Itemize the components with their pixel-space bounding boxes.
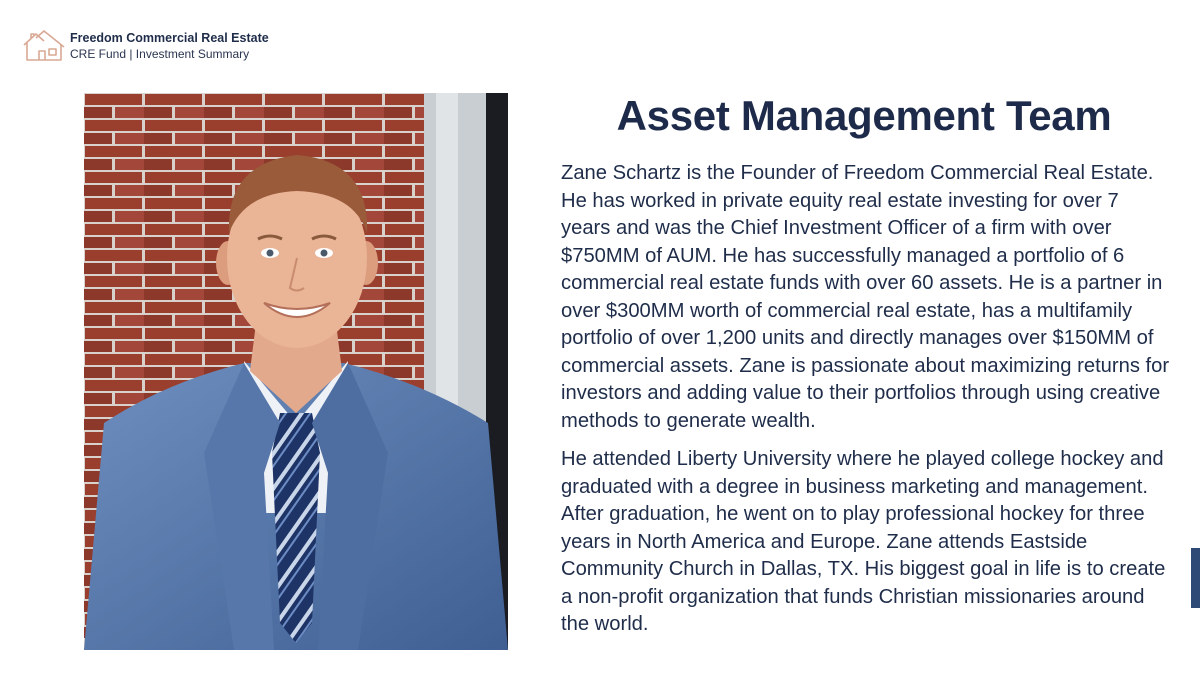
house-logo-icon bbox=[22, 30, 66, 62]
side-navigation-tab[interactable] bbox=[1191, 548, 1200, 608]
bio-paragraph-1: Zane Schartz is the Founder of Freedom Commercial Real Estate. He has worked in private equity real estate investing for over 7 years and was the Chief Investment Officer of a firm with over $750MM of AUM. He has successfully managed a portfolio of 6 commercial real estate funds with over 60 assets. He is a partner in over $300MM worth of commercial real estate, has a multifamily portfolio of over 1,200 units and directly manages over $150MM of commercial assets. Zane is passionate about maximizing returns for investors and adding value to their portfolios through using creative methods to generate wealth. bbox=[561, 162, 1170, 432]
page-title: Asset Management Team bbox=[616, 92, 1112, 139]
profile-photo bbox=[84, 93, 508, 650]
bio-text bbox=[561, 160, 1171, 650]
bio-paragraph-2: He attended Liberty University where he played college hockey and graduated with a degree in business marketing and management. After graduation, he went on to play professional hockey for three years in North America and Europe. Zane attends Eastside Community Church in Dallas, TX. His biggest goal in life is to create a non-profit organization that funds Christian missionaries around the world. bbox=[561, 448, 1166, 635]
brand-subtitle: CRE Fund | Investment Summary bbox=[70, 47, 250, 61]
brand-header bbox=[22, 30, 269, 62]
brand-name: Freedom Commercial Real Estate bbox=[70, 31, 269, 45]
